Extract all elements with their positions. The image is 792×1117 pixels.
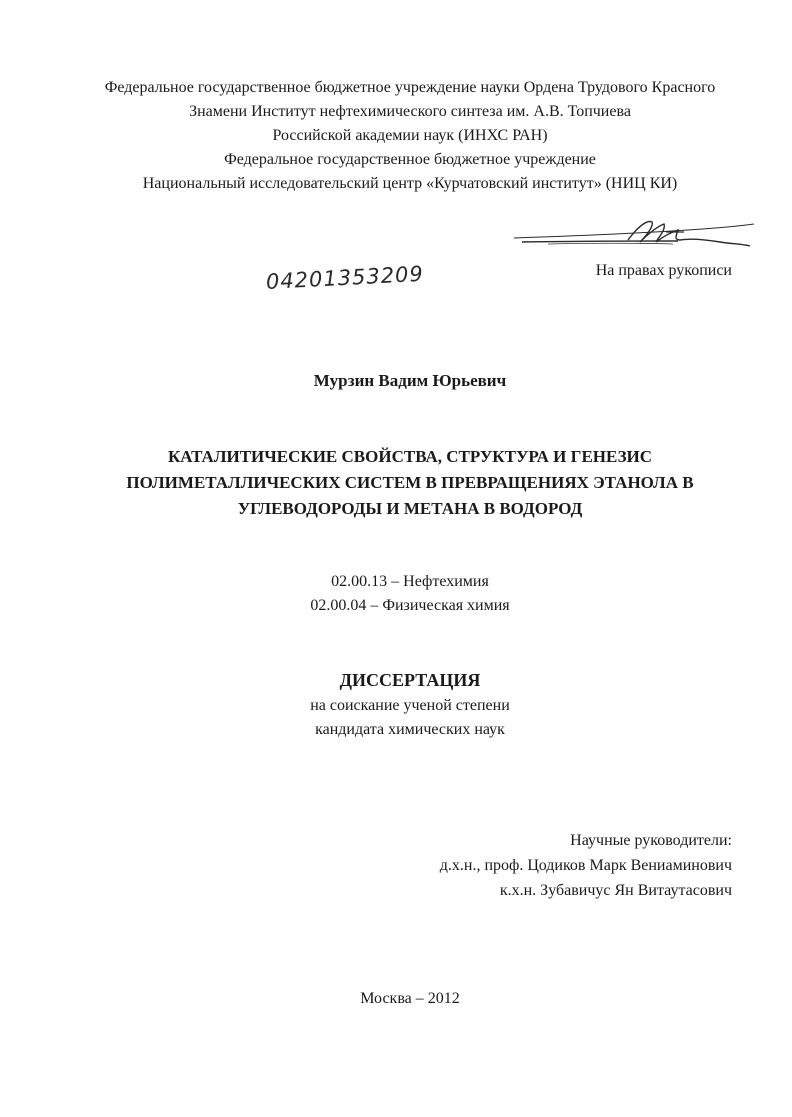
header-line: Национальный исследовательский центр «Курчатовский институт» (НИЦ КИ) [142, 175, 678, 192]
supervisor-name: д.х.н., проф. Цодиков Марк Вениаминович [439, 857, 732, 874]
institution-header [60, 76, 760, 196]
specialties [60, 570, 760, 618]
author-name: Мурзин Вадим Юрьевич [313, 371, 507, 390]
title-line: КАТАЛИТИЧЕСКИЕ СВОЙСТВА, СТРУКТУРА И ГЕНЕЗИС [167, 447, 653, 466]
title-line: УГЛЕВОДОРОДЫ И МЕТАНА В ВОДОРОД [237, 499, 583, 518]
header-line: Федеральное государственное бюджетное учреждение [224, 151, 596, 168]
degree-sought [60, 694, 760, 742]
rights-note: На правах рукописи [595, 262, 732, 279]
supervisors-block [330, 828, 732, 903]
supervisor-name: к.х.н. Зубавичус Ян Витаутасович [499, 882, 732, 899]
header-line: Знамени Институт нефтехимического синтеза им. А.В. Топчиева [189, 103, 631, 120]
specialty-line: 02.00.04 – Физическая химия [310, 597, 510, 614]
title-line: ПОЛИМЕТАЛЛИЧЕСКИХ СИСТЕМ В ПРЕВРАЩЕНИЯХ ЭТАНОЛА В [126, 473, 694, 492]
header-line: Федеральное государственное бюджетное учреждение науки Ордена Трудового Красного [104, 79, 716, 96]
registry-number: 04201353209 [265, 261, 425, 294]
handwritten-signature [508, 214, 758, 254]
header-line: Российской академии наук (ИНХС РАН) [272, 127, 548, 144]
dissertation-title [60, 444, 760, 522]
supervisors-label: Научные руководители: [570, 832, 732, 849]
degree-line: на соискание ученой степени [310, 697, 510, 714]
document-type: ДИССЕРТАЦИЯ [339, 670, 481, 690]
specialty-line: 02.00.13 – Нефтехимия [331, 573, 489, 590]
city-year: Москва – 2012 [360, 990, 460, 1007]
degree-line: кандидата химических наук [315, 721, 505, 738]
